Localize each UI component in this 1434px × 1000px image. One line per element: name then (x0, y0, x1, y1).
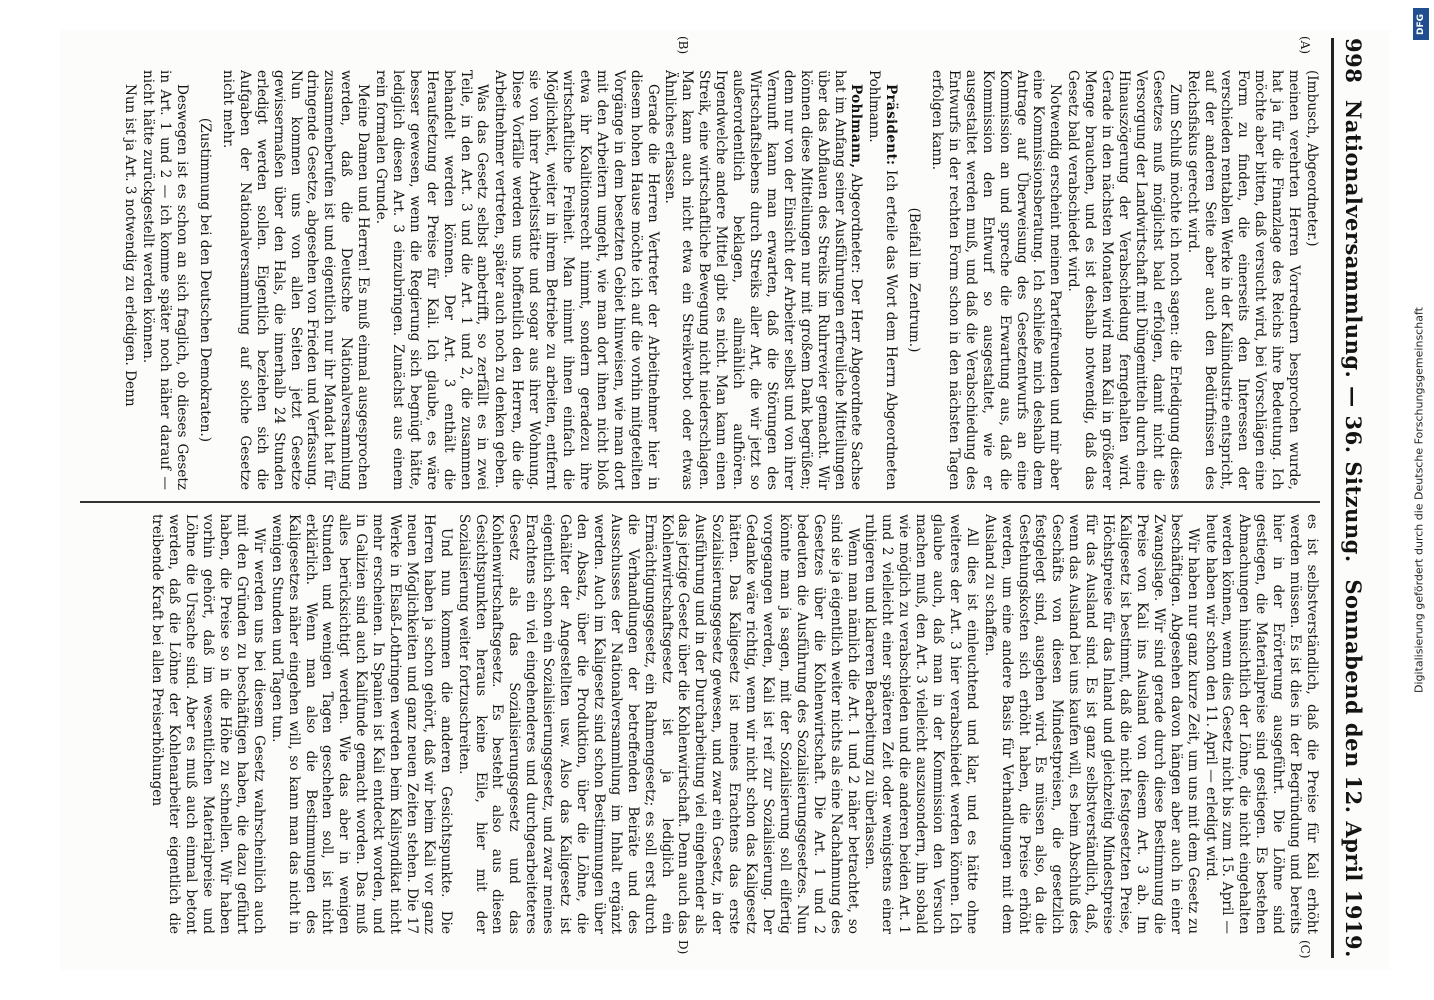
pohlmann-paragraph (662, 70, 865, 490)
paragraph: Gerade die Herren Vertreter der Arbeitnehmer hier in diesem hohen Hause möchte ich auf die vorhin mitgeteilten Vorgänge in dem besetzten Gebiet hinweisen, wie man dort mit den Arbeitern umgeht, wie man dort ihnen nicht bloß etwa ihr Koalitionsrecht nimmt, sondern geradezu ihre wirtschaftliche Freiheit. Man nimmt ihnen einfach die Möglichkeit, weiter in ihrem Betriebe zu arbeiten, entfernt sie von ihrer Arbeitsstätte und sogar aus ihrer Wohnung. Diese Vorfälle werden uns hoffentlich den Herren, die die Arbeitnehmer vertreten, später auch noch zu denken geben. (492, 70, 661, 490)
page-number: 998 (1341, 38, 1367, 84)
page-header (1340, 38, 1368, 958)
margin-marker-d: D) (676, 940, 690, 955)
paragraph: Zum Schluß möchte ich noch sagen: die Erledigung dieses Gesetzes muß möglichst bald erfolgen, damit nicht die Versorgung der Landwirtschaft mit Düngemitteln durch eine Hinauszögerung der Verabschiedung ferngehalten wird. Gerade in den nächsten Monaten wird man Kali in größerer Menge brauchen, und es ist deshalb notwendig, daß das Gesetz bald verabschiedet wird. (1065, 70, 1183, 490)
speaker-continuation: (Imbusch, Abgeordneter.) (1304, 70, 1320, 247)
paragraph: es ist selbstverständlich, daß die Preise für Kali erhöht werden müssen. Es ist dies in der Begründung und bereits hier in der Erörterung ausgeführt. Die Löhne sind gestiegen, die Materialpreise sind gestiegen. Es bestehen Abmachungen hinsichtlich der Löhne, die nicht eingehalten werden können, wenn dies Gesetz nicht bis zum 15. April — heute haben wir schon den 11. April — erledigt wird. (1202, 514, 1320, 934)
header-rule (1331, 38, 1334, 958)
margin-marker-c: (C) (1298, 940, 1312, 959)
session-title: Nationalversammlung. — 36. Sitzung. (1341, 100, 1367, 563)
paragraph: Wenn man nämlich die Art. 1 und 2 näher betrachtet, so sind sie ja eigentlich weiter nichts als eine Nachahmung des Gesetzes über die Kohlenwirtschaft. Die Art. 1 und 2 bedeuten die Ausführung des Sozialisierungsgesetzes. Nun könnte man ja sagen, mit der Sozialisierung soll eilfertig vorgegangen werden, Kali ist reif zur Sozialisierung. Der Gedanke wäre richtig, wenn wir nicht schon das Kaligesetz hätten. Das Kaligesetz ist meines Erachtens das erste Sozialisierungsgesetz gewesen, und zwar ein Gesetz, in der Ausführung und in der Durcharbeitung viel eingehender als das jetzige Gesetz über die Kohlenwirtschaft. Denn auch das Kohlenwirtschaftsgesetz ist ja lediglich ein Ermächtigungsgesetz, ein Rahmengesetz; es soll erst durch die Verhandlungen der betreffenden Beiräte und des Ausschusses der Nationalversammlung im Inhalt ergänzt werden. Auch im Kaligesetz sind schon Bestimmungen über den Absatz, über die Produktion, über die Löhne, die Gehälter der Angestellten usw. Also das Kaligesetz ist eigentlich schon ein Sozialisierungsgesetz, und zwar meines Erachtens ein viel eingehenderes und durchgearbeiteteres Gesetz als das Sozialisierungsgesetz und das Kohlenwirtschaftsgesetz. Es besteht also aus diesen Gesichtspunkten heraus keine Eile, hier mit der Sozialisierung weiter fortzuschreiten. (455, 514, 861, 934)
dfg-logo-badge: DFG (1413, 8, 1429, 40)
applause-note: (Beifall im Zentrum.) (906, 207, 923, 353)
president-paragraph (865, 70, 899, 490)
watermark-text: Digitalisierung gefördert durch die Deutsche Forschungsgemeinschaft (1412, 307, 1426, 693)
margin-marker-a: (A) (1298, 36, 1312, 55)
paragraph: Was das Gesetz selbst anbetrifft, so zerfällt es in zwei Teile, in den Art. 3 und die Art. 1 und 2, die zusammen behandelt werden können. Der Art. 3 enthält die Heraufsetzung der Preise für Kali. Ich glaube, es wäre besser gewesen, wenn die Regierung sich begnügt hätte, lediglich diesen Art. 3 einzubringen. Zunächst aus einem rein formalen Grunde. (373, 70, 491, 490)
paragraph: Wir werden uns bei diesem Gesetz wahrscheinlich auch mit den Gründen zu beschäftigen haben, die dazu geführt haben, die Preise so in die Höhe zu schnellen. Wir haben vorhin gehört, daß im wesentlichen Materialpreise und Löhne die Ursache sind. Aber es muß auch einmal betont werden, daß die Löhne der Kohlenarbeiter eigentlich die treibende Kraft bei allen Preiserhöhungen (149, 514, 267, 934)
column-divider (80, 501, 1320, 503)
paragraph: Notwendig erscheint meinen Parteifreunden und mir aber eine Kommissionsberatung. Ich schließe mich deshalb dem Antrage auf Überweisung des Gesetzentwurfs an eine Kommission an und spreche die Erwartung aus, daß die Kommission den Entwurf so ausgestaltet, wie er ausgestaltet werden muß, und daß die Verabschiedung des Entwurfs in der rechten Form schon in den nächsten Tagen erfolgen kann. (929, 70, 1064, 490)
session-date: Sonnabend den 12. April 1919. (1341, 579, 1367, 958)
paragraph-text: Abgeordneter: Der Herr Abgeordnete Sachse hat im Anfang seiner Ausführungen erfreuliche Mitteilungen über das Abflauen des Streiks im Ruhrrevier gemacht. Wir können diese Mitteilungen nur mit großem Dank begrüßen; denn nur von der Einsicht der Arbeiter selbst und von ihrer Vernunft kann man erwarten, daß die Störungen des Wirtschaftslebens durch Streiks aller Art, die wir jetzt so außerordentlich beklagen, allmählich aufhören. Irgendwelche andere Mittel gibt es nicht. Man kann einen Streik, eine wirtschaftliche Bewegung nicht niederschlagen. Man kann auch nicht etwa ein Streikverbot oder etwas Ähnliches erlassen. (662, 70, 865, 490)
approval-note: (Zustimmung bei den Deutschen Demokraten.) (197, 117, 213, 443)
paragraph-text: Ich erteile das Wort dem Herrn Abgeordneten Pohlmann. (866, 70, 900, 490)
paragraph: Wir haben nur ganz kurze Zeit, um uns mit dem Gesetz zu beschäftigen. Abgesehen davon hängen aber auch in einer Zwangslage. Wir sind gerade durch diese Bestimmung die Preise von Kali ins Ausland von diesem Art. 3 ab. Im Kaligesetz ist bestimmt, daß die nicht festgesetzten Preise, Höchstpreise für das Inland und gleichzeitig Mindestpreise für das Ausland sind. Es ist ganz selbstverständlich, daß, wenn das Ausland bei uns kaufen will, es beim Abschluß des Geschäfts von diesen Mindestpreisen, die gesetzlich festgelegt sind, ausgehen wird. Es müssen also, da die Gestehungskosten sich erhöht haben, die Preise erhöht werden, um eine andere Basis für Verhandlungen mit dem Ausland zu schaffen. (981, 514, 1201, 934)
funding-watermark (1408, 8, 1430, 992)
paragraph: meinen verehrten Herren Vorrednern besprochen wurde, hat ja für die Finanzlage des Reichs ihre Bedeutung. Ich möchte aber bitten, daß versucht wird, bei Vorschlägen eine Form zu finden, die einerseits den Interessen der verschieden rentablen Werke in der Kaliindustrie entspricht, auf der anderen Seite aber auch den Bedürfnissen des Reichsfiskus gerecht wird. (1184, 70, 1303, 490)
speaker-pohlmann: Pohlmann, (848, 84, 865, 169)
margin-marker-b: (B) (676, 36, 690, 55)
speaker-president: Präsident: (883, 84, 900, 166)
paragraph: Und nun kommen die anderen Gesichtspunkte. Die Herren haben ja schon gehört, daß wir beim Kali vor ganz neuen Möglichkeiten und ganz neuen Zeiten stehen. Die 17 Werke in Elsaß-Lothringen werden beim Kalisyndikat nicht mehr erscheinen. In Spanien ist Kali entdeckt worden, und in Galizien sind auch Kalifunde gemacht worden. Das muß alles berücksichtigt werden. Wie das aber in wenigen Stunden und wenigen Tagen geschehen soll, ist nicht erklärlich. Wenn man also die Bestimmungen des Kaligesetzes näher eingehen will, so kann man das nicht in wenigen Stunden und Tagen tun. (268, 514, 454, 934)
paragraph: Meine Damen und Herren! Es muß einmal ausgesprochen werden, daß die Deutsche Nationalversammlung zusammenberufen ist und eigentlich nur ihr Mandat hat für dringende Gesetze, abgesehen von Frieden und Verfassung. Nun kommen uns von allen Seiten jetzt Gesetze gewissermaßen über den Hals, die innerhalb 24 Stunden erledigt werden sollen. Eigentlich beziehen sich die Aufgaben der Nationalversammlung auf solche Gesetze nicht mehr. (219, 70, 372, 490)
paragraph: Nun ist ja Art. 3 notwendig zu erledigen. Denn (122, 84, 139, 407)
paragraph: All dies ist einleuchtend und klar, und es hätte ohne weiteres der Art. 3 hier verabschiedet werden können. Ich glaube auch, daß man in der Kommission den Versuch machen muß, den Art. 3 vielleicht auszusondern, ihn sobald wie möglich zu verabschieden und die anderen beiden Art. 1 und 2 vielleicht einer späteren Zeit oder wenigstens einer ruhigeren und klareren Bearbeitung zu überlassen. (862, 514, 980, 934)
rotated-page (60, 30, 1390, 970)
paragraph: Deswegen ist es schon an sich fraglich, ob dieses Gesetz in Art. 1 und 2 — ich komme später noch näher darauf — nicht hätte zurückgestellt werden können. (140, 70, 191, 490)
left-column (80, 70, 1320, 490)
right-column (80, 514, 1320, 934)
